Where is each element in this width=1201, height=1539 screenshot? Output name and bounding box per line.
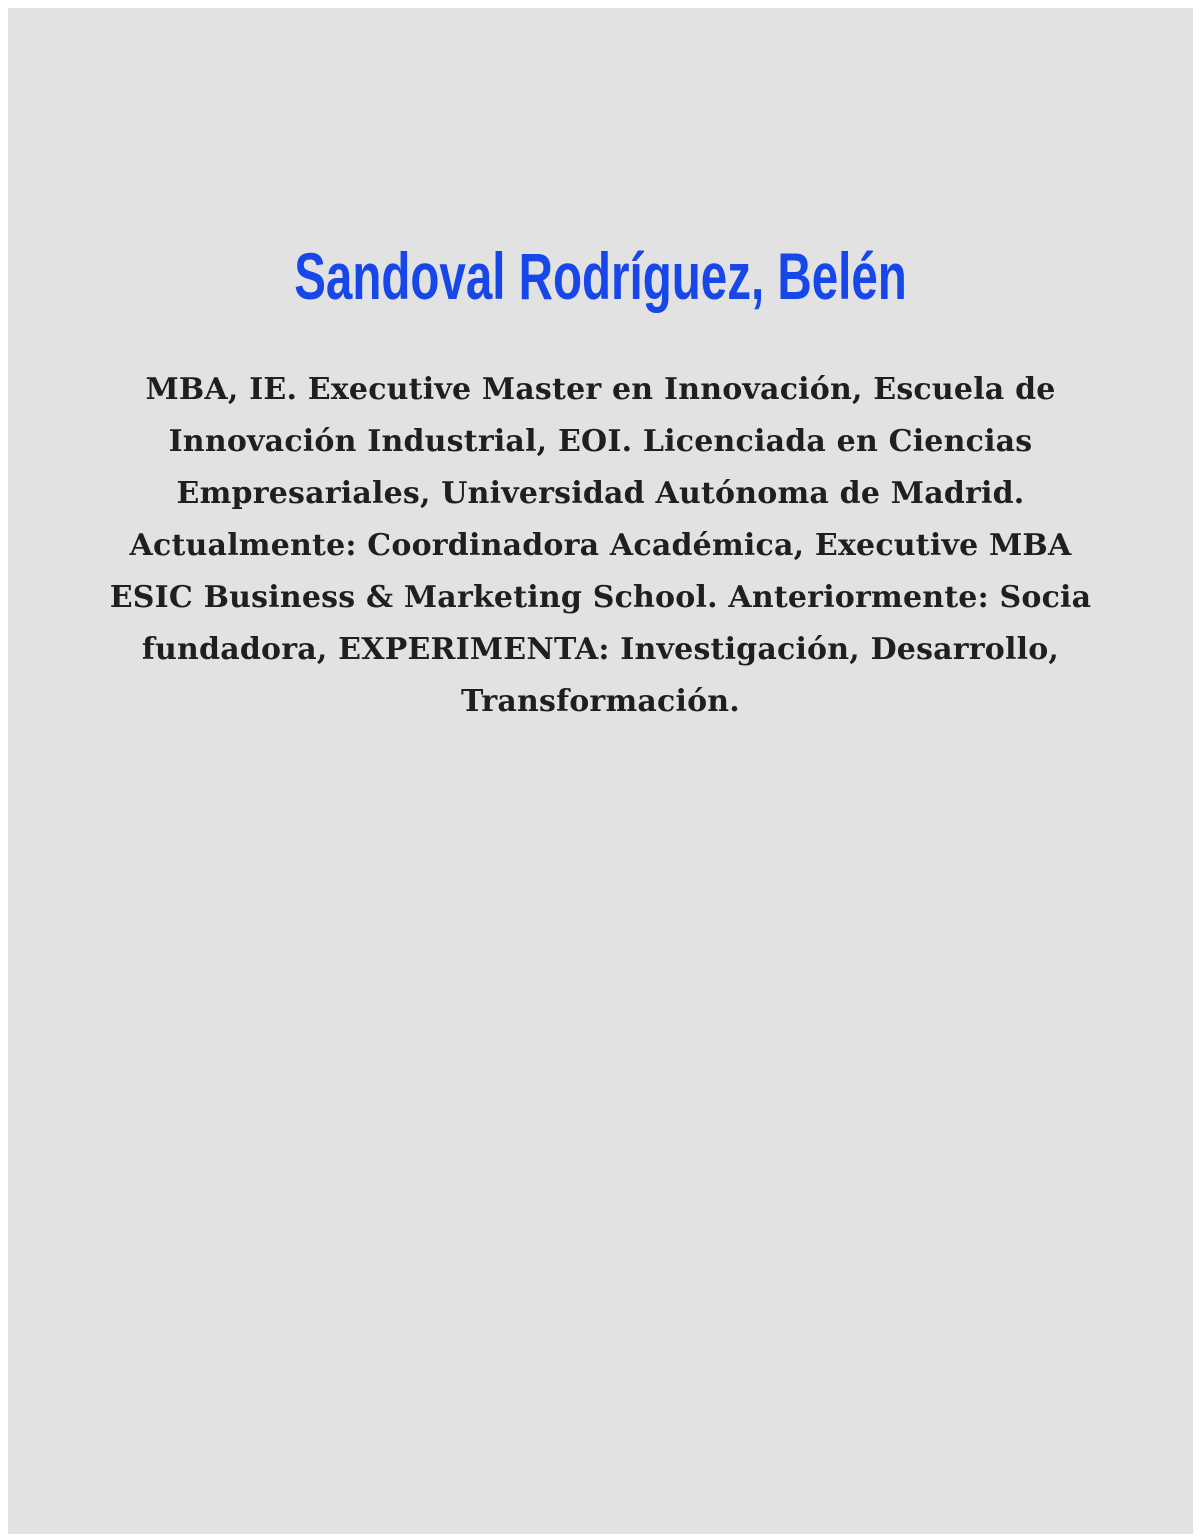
bio-line: Empresariales, Universidad Autónoma de Madrid. bbox=[176, 476, 1025, 511]
bio-line: fundadora, EXPERIMENTA: Investigación, Desarrollo, bbox=[141, 632, 1060, 667]
bio-line: ESIC Business & Marketing School. Anteriormente: Socia bbox=[109, 580, 1092, 615]
bio-line: Actualmente: Coordinadora Académica, Executive MBA bbox=[129, 528, 1072, 563]
profile-name-title: Sandoval Rodríguez, Belén bbox=[294, 239, 907, 313]
page-canvas bbox=[8, 8, 1193, 1534]
bio-line: MBA, IE. Executive Master en Innovación, Escuela de bbox=[145, 372, 1056, 407]
profile-bio-paragraph bbox=[101, 364, 1101, 728]
bio-line: Innovación Industrial, EOI. Licenciada en Ciencias bbox=[168, 424, 1033, 459]
bio-line: Transformación. bbox=[461, 684, 740, 719]
